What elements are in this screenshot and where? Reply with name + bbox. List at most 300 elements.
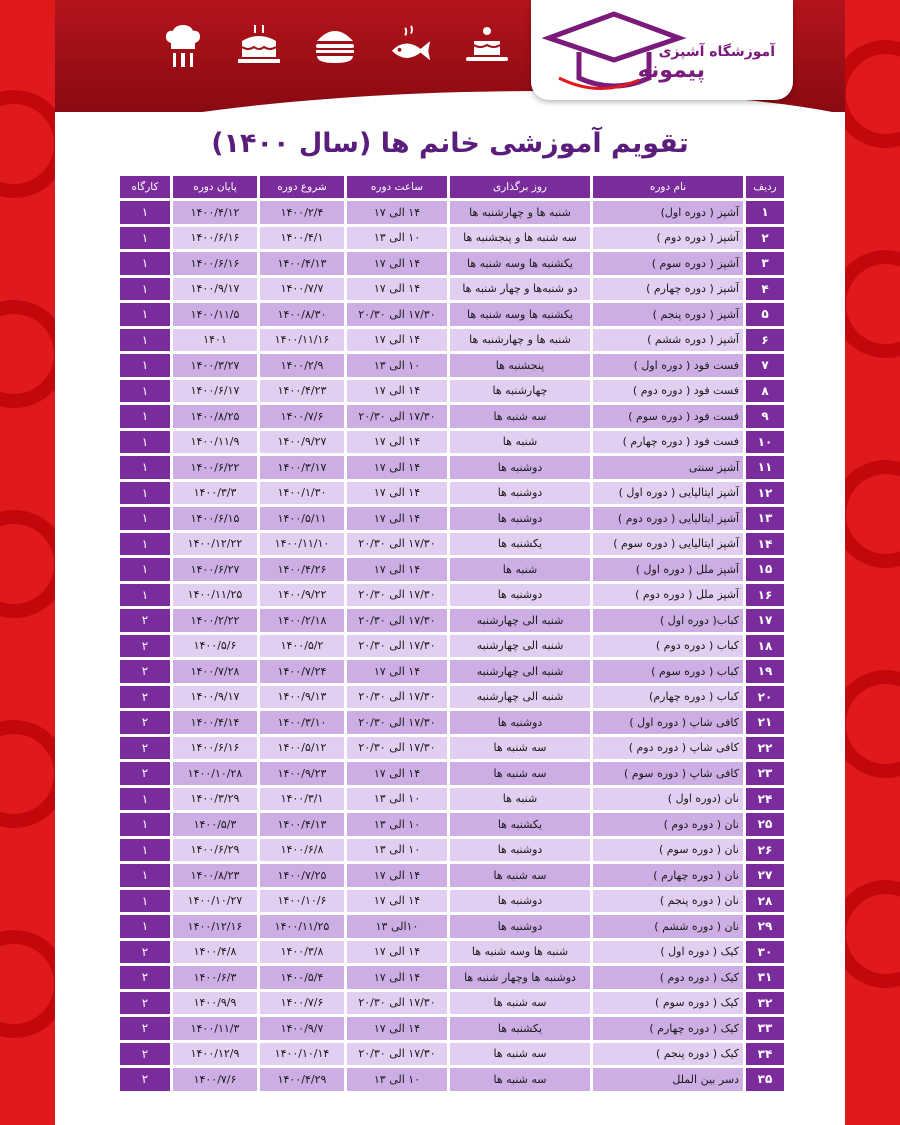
row-number: ۱: [746, 201, 784, 224]
left-decorative-band: [0, 0, 55, 1125]
table-row: [120, 558, 784, 581]
course-workshop: ۱: [120, 890, 170, 913]
course-workshop: ۱: [120, 201, 170, 224]
course-end: ۱۴۰۰/۹/۹: [173, 992, 257, 1015]
table-row: [120, 635, 784, 658]
course-day: دو شنبه‌ها و چهار شنبه ها: [450, 278, 590, 301]
header-end: پایان دوره: [173, 176, 257, 198]
course-hours: ۱۷/۳۰ الی ۲۰/۳۰: [347, 711, 447, 734]
course-hours: ۱۴ الی ۱۷: [347, 456, 447, 479]
row-number: ۶: [746, 329, 784, 352]
row-number: ۱۶: [746, 584, 784, 607]
course-start: ۱۴۰۰/۷/۲۵: [260, 864, 344, 887]
row-number: ۳۱: [746, 966, 784, 989]
course-end: ۱۴۰۰/۵/۳: [173, 813, 257, 836]
course-day: یکشنبه ها: [450, 1017, 590, 1040]
course-hours: ۱۴ الی ۱۷: [347, 864, 447, 887]
course-workshop: ۲: [120, 762, 170, 785]
row-number: ۱۳: [746, 507, 784, 530]
course-end: ۱۴۰۰/۳/۲۹: [173, 788, 257, 811]
course-hours: ۱۷/۳۰ الی ۲۰/۳۰: [347, 1043, 447, 1066]
row-number: ۳: [746, 252, 784, 275]
course-workshop: ۱: [120, 558, 170, 581]
course-end: ۱۴۰۱: [173, 329, 257, 352]
course-start: ۱۴۰۰/۵/۲: [260, 635, 344, 658]
row-number: ۵: [746, 303, 784, 326]
course-workshop: ۱: [120, 278, 170, 301]
course-name: کافی شاپ ( دوره دوم ): [593, 737, 743, 760]
course-name: آشپز ( دوره دوم ): [593, 227, 743, 250]
course-end: ۱۴۰۰/۶/۱۶: [173, 737, 257, 760]
course-start: ۱۴۰۰/۷/۲۴: [260, 660, 344, 683]
course-end: ۱۴۰۰/۶/۲۲: [173, 456, 257, 479]
course-end: ۱۴۰۰/۱۲/۹: [173, 1043, 257, 1066]
table-row: [120, 915, 784, 938]
course-day: شنبه الی چهارشنبه: [450, 660, 590, 683]
course-hours: ۱۴ الی ۱۷: [347, 558, 447, 581]
course-workshop: ۲: [120, 1043, 170, 1066]
table-row: [120, 584, 784, 607]
row-number: ۲۲: [746, 737, 784, 760]
course-start: ۱۴۰۰/۱۱/۱۶: [260, 329, 344, 352]
course-end: ۱۴۰۰/۷/۲۸: [173, 660, 257, 683]
table-row: [120, 329, 784, 352]
row-number: ۳۲: [746, 992, 784, 1015]
table-row: [120, 533, 784, 556]
course-hours: ۱۴ الی ۱۷: [347, 1017, 447, 1040]
header-banner: [55, 0, 845, 112]
course-name: آشپز ملل ( دوره دوم ): [593, 584, 743, 607]
course-end: ۱۴۰۰/۸/۲۵: [173, 405, 257, 428]
course-day: سه شنبه ها: [450, 1043, 590, 1066]
row-number: ۲۶: [746, 839, 784, 862]
course-workshop: ۲: [120, 660, 170, 683]
course-start: ۱۴۰۰/۱/۳۰: [260, 482, 344, 505]
cake-icon: [236, 20, 282, 70]
table-row: [120, 431, 784, 454]
course-workshop: ۱: [120, 584, 170, 607]
course-start: ۱۴۰۰/۴/۱۳: [260, 813, 344, 836]
course-hours: ۱۷/۳۰ الی ۲۰/۳۰: [347, 584, 447, 607]
course-workshop: ۲: [120, 941, 170, 964]
course-hours: ۱۴ الی ۱۷: [347, 482, 447, 505]
table-row: [120, 482, 784, 505]
course-start: ۱۴۰۰/۲/۹: [260, 354, 344, 377]
logo-line2: پیمونه: [637, 58, 705, 83]
course-end: ۱۴۰۰/۸/۲۳: [173, 864, 257, 887]
course-workshop: ۲: [120, 737, 170, 760]
row-number: ۳۴: [746, 1043, 784, 1066]
course-start: ۱۴۰۰/۷/۶: [260, 405, 344, 428]
course-end: ۱۴۰۰/۳/۳: [173, 482, 257, 505]
row-number: ۲: [746, 227, 784, 250]
course-day: دوشنبه ها: [450, 711, 590, 734]
course-start: ۱۴۰۰/۵/۱۲: [260, 737, 344, 760]
table-body: [120, 201, 784, 1091]
course-day: شنبه ها: [450, 558, 590, 581]
course-start: ۱۴۰۰/۹/۲۳: [260, 762, 344, 785]
chef-hat-icon: [160, 20, 206, 70]
table-row: [120, 227, 784, 250]
course-name: کیک ( دوره اول ): [593, 941, 743, 964]
table-row: [120, 1068, 784, 1091]
course-end: ۱۴۰۰/۱۲/۲۲: [173, 533, 257, 556]
course-name: نان ( دوره سوم ): [593, 839, 743, 862]
course-workshop: ۱: [120, 354, 170, 377]
course-hours: ۱۰الی ۱۳: [347, 915, 447, 938]
course-day: شنبه ها وسه شنبه ها: [450, 941, 590, 964]
table-row: [120, 788, 784, 811]
course-name: کیک ( دوره دوم ): [593, 966, 743, 989]
course-hours: ۱۰ الی ۱۳: [347, 839, 447, 862]
header-day: روز برگذاری: [450, 176, 590, 198]
course-day: دوشنبه ها: [450, 584, 590, 607]
row-number: ۱۷: [746, 609, 784, 632]
table-row: [120, 278, 784, 301]
course-name: آشپز ایتالیایی ( دوره سوم ): [593, 533, 743, 556]
course-day: سه شنبه ها: [450, 737, 590, 760]
course-workshop: ۱: [120, 431, 170, 454]
course-start: ۱۴۰۰/۲/۴: [260, 201, 344, 224]
row-number: ۲۰: [746, 686, 784, 709]
course-start: ۱۴۰۰/۹/۷: [260, 1017, 344, 1040]
course-workshop: ۲: [120, 609, 170, 632]
course-hours: ۱۴ الی ۱۷: [347, 890, 447, 913]
course-day: شنبه ها و چهارشنبه ها: [450, 329, 590, 352]
course-name: کباب ( دوره چهارم): [593, 686, 743, 709]
course-name: آشپز ملل ( دوره اول ): [593, 558, 743, 581]
dessert-icon: [464, 20, 510, 70]
course-day: دوشنبه ها وچهار شنبه ها: [450, 966, 590, 989]
course-workshop: ۲: [120, 1068, 170, 1091]
course-hours: ۱۰ الی ۱۳: [347, 354, 447, 377]
table-row: [120, 966, 784, 989]
row-number: ۱۹: [746, 660, 784, 683]
course-start: ۱۴۰۰/۶/۸: [260, 839, 344, 862]
course-name: آشپز ( دوره سوم ): [593, 252, 743, 275]
course-hours: ۱۷/۳۰ الی ۲۰/۳۰: [347, 635, 447, 658]
course-name: آشپز ایتالیایی ( دوره اول ): [593, 482, 743, 505]
course-name: فست فود ( دوره سوم ): [593, 405, 743, 428]
course-start: ۱۴۰۰/۸/۳۰: [260, 303, 344, 326]
course-end: ۱۴۰۰/۶/۲۷: [173, 558, 257, 581]
course-hours: ۱۷/۳۰ الی ۲۰/۳۰: [347, 737, 447, 760]
course-end: ۱۴۰۰/۶/۱۶: [173, 252, 257, 275]
course-end: ۱۴۰۰/۹/۱۷: [173, 278, 257, 301]
table-row: [120, 1043, 784, 1066]
course-start: ۱۴۰۰/۷/۷: [260, 278, 344, 301]
course-end: ۱۴۰۰/۶/۱۷: [173, 380, 257, 403]
course-end: ۱۴۰۰/۴/۸: [173, 941, 257, 964]
table-row: [120, 890, 784, 913]
table-row: [120, 992, 784, 1015]
course-hours: ۱۴ الی ۱۷: [347, 507, 447, 530]
course-name: کیک ( دوره سوم ): [593, 992, 743, 1015]
row-number: ۳۵: [746, 1068, 784, 1091]
course-hours: ۱۴ الی ۱۷: [347, 660, 447, 683]
course-name: آشپز ( دوره پنجم ): [593, 303, 743, 326]
course-name: نان ( دوره پنجم ): [593, 890, 743, 913]
course-hours: ۱۴ الی ۱۷: [347, 252, 447, 275]
course-end: ۱۴۰۰/۳/۲۷: [173, 354, 257, 377]
course-day: یکشنبه ها وسه شنبه ها: [450, 303, 590, 326]
course-workshop: ۲: [120, 992, 170, 1015]
row-number: ۱۲: [746, 482, 784, 505]
fish-icon: [388, 20, 434, 70]
row-number: ۱۸: [746, 635, 784, 658]
course-hours: ۱۰ الی ۱۳: [347, 1068, 447, 1091]
course-day: شنبه الی چهارشنبه: [450, 686, 590, 709]
course-workshop: ۱: [120, 813, 170, 836]
schedule-table: [117, 173, 787, 1094]
course-end: ۱۴۰۰/۷/۶: [173, 1068, 257, 1091]
right-decorative-band: [845, 0, 900, 1125]
course-workshop: ۱: [120, 482, 170, 505]
course-end: ۱۴۰۰/۱۱/۹: [173, 431, 257, 454]
course-name: کباب( دوره اول ): [593, 609, 743, 632]
burger-icon: [312, 20, 358, 70]
course-end: ۱۴۰۰/۲/۲۲: [173, 609, 257, 632]
course-end: ۱۴۰۰/۱۰/۲۸: [173, 762, 257, 785]
course-start: ۱۴۰۰/۴/۱: [260, 227, 344, 250]
table-row: [120, 380, 784, 403]
course-hours: ۱۰ الی ۱۳: [347, 813, 447, 836]
row-number: ۱۱: [746, 456, 784, 479]
course-workshop: ۲: [120, 711, 170, 734]
table-row: [120, 405, 784, 428]
logo-line1: آموزشگاه آشپزی: [658, 44, 775, 60]
course-end: ۱۴۰۰/۴/۱۴: [173, 711, 257, 734]
course-hours: ۱۷/۳۰ الی ۲۰/۳۰: [347, 609, 447, 632]
course-day: شنبه الی چهارشنبه: [450, 609, 590, 632]
course-day: سه شنبه ها: [450, 762, 590, 785]
course-name: آشپز ایتالیایی ( دوره دوم ): [593, 507, 743, 530]
course-hours: ۱۴ الی ۱۷: [347, 762, 447, 785]
course-day: دوشنبه ها: [450, 839, 590, 862]
table-row: [120, 839, 784, 862]
course-day: شنبه ها: [450, 788, 590, 811]
course-day: دوشنبه ها: [450, 482, 590, 505]
table-row: [120, 941, 784, 964]
course-name: فست فود ( دوره چهارم ): [593, 431, 743, 454]
course-start: ۱۴۰۰/۱۰/۶: [260, 890, 344, 913]
row-number: ۹: [746, 405, 784, 428]
row-number: ۲۸: [746, 890, 784, 913]
page-title: تقویم آموزشی خانم ها (سال ۱۴۰۰): [211, 128, 689, 159]
course-day: دوشنبه ها: [450, 456, 590, 479]
school-logo: [531, 0, 793, 100]
course-start: ۱۴۰۰/۷/۶: [260, 992, 344, 1015]
row-number: ۱۴: [746, 533, 784, 556]
course-end: ۱۴۰۰/۶/۱۵: [173, 507, 257, 530]
course-start: ۱۴۰۰/۵/۴: [260, 966, 344, 989]
table-row: [120, 762, 784, 785]
course-end: ۱۴۰۰/۶/۲۹: [173, 839, 257, 862]
table-header-row: [120, 176, 784, 198]
header-row-number: ردیف: [746, 176, 784, 198]
course-hours: ۱۴ الی ۱۷: [347, 329, 447, 352]
course-hours: ۱۷/۳۰ الی ۲۰/۳۰: [347, 533, 447, 556]
row-number: ۲۴: [746, 788, 784, 811]
course-day: سه شنبه ها و پنجشنبه ها: [450, 227, 590, 250]
course-start: ۱۴۰۰/۹/۲۷: [260, 431, 344, 454]
table-row: [120, 660, 784, 683]
course-workshop: ۱: [120, 405, 170, 428]
course-start: ۱۴۰۰/۹/۱۳: [260, 686, 344, 709]
course-workshop: ۱: [120, 533, 170, 556]
course-name: کباب ( دوره دوم ): [593, 635, 743, 658]
course-workshop: ۱: [120, 788, 170, 811]
schedule-table-panel: [117, 173, 786, 1098]
course-hours: ۱۷/۳۰ الی ۲۰/۳۰: [347, 992, 447, 1015]
row-number: ۲۵: [746, 813, 784, 836]
course-day: سه شنبه ها: [450, 992, 590, 1015]
course-start: ۱۴۰۰/۴/۲۹: [260, 1068, 344, 1091]
course-start: ۱۴۰۰/۱۰/۱۴: [260, 1043, 344, 1066]
course-end: ۱۴۰۰/۱۱/۳: [173, 1017, 257, 1040]
course-hours: ۱۴ الی ۱۷: [347, 380, 447, 403]
course-end: ۱۴۰۰/۹/۱۷: [173, 686, 257, 709]
course-name: نان ( دوره چهارم ): [593, 864, 743, 887]
course-start: ۱۴۰۰/۱۱/۱۰: [260, 533, 344, 556]
course-day: چهارشنبه ها: [450, 380, 590, 403]
course-name: کباب ( دوره سوم ): [593, 660, 743, 683]
table-row: [120, 201, 784, 224]
course-start: ۱۴۰۰/۴/۱۳: [260, 252, 344, 275]
table-row: [120, 609, 784, 632]
course-workshop: ۲: [120, 635, 170, 658]
course-start: ۱۴۰۰/۳/۱۷: [260, 456, 344, 479]
row-number: ۴: [746, 278, 784, 301]
course-day: دوشنبه ها: [450, 915, 590, 938]
row-number: ۲۷: [746, 864, 784, 887]
table-row: [120, 737, 784, 760]
course-hours: ۱۷/۳۰ الی ۲۰/۳۰: [347, 303, 447, 326]
course-hours: ۱۴ الی ۱۷: [347, 431, 447, 454]
course-end: ۱۴۰۰/۱۱/۵: [173, 303, 257, 326]
course-name: نان ( دوره دوم ): [593, 813, 743, 836]
course-workshop: ۱: [120, 380, 170, 403]
row-number: ۱۰: [746, 431, 784, 454]
course-end: ۱۴۰۰/۴/۱۲: [173, 201, 257, 224]
table-row: [120, 711, 784, 734]
course-day: شنبه ها: [450, 431, 590, 454]
header-course-name: نام دوره: [593, 176, 743, 198]
course-hours: ۱۴ الی ۱۷: [347, 201, 447, 224]
header-workshop: کارگاه: [120, 176, 170, 198]
row-number: ۱۵: [746, 558, 784, 581]
course-workshop: ۱: [120, 456, 170, 479]
course-name: کافی شاپ ( دوره سوم ): [593, 762, 743, 785]
course-name: نان (دوره اول ): [593, 788, 743, 811]
course-end: ۱۴۰۰/۶/۱۶: [173, 227, 257, 250]
course-hours: ۱۴ الی ۱۷: [347, 966, 447, 989]
course-workshop: ۱: [120, 507, 170, 530]
course-start: ۱۴۰۰/۲/۱۸: [260, 609, 344, 632]
course-name: کیک ( دوره چهارم ): [593, 1017, 743, 1040]
table-row: [120, 303, 784, 326]
course-hours: ۱۷/۳۰ الی ۲۰/۳۰: [347, 686, 447, 709]
course-day: یکشنبه ها وسه شنبه ها: [450, 252, 590, 275]
course-name: آشپز ( دوره چهارم ): [593, 278, 743, 301]
course-name: آشپز ( دوره اول): [593, 201, 743, 224]
course-workshop: ۱: [120, 252, 170, 275]
table-row: [120, 354, 784, 377]
course-day: یکشنبه ها: [450, 533, 590, 556]
table-row: [120, 456, 784, 479]
row-number: ۸: [746, 380, 784, 403]
course-name: فست فود ( دوره اول ): [593, 354, 743, 377]
row-number: ۷: [746, 354, 784, 377]
course-name: آشپز ( دوره ششم ): [593, 329, 743, 352]
course-name: فست فود ( دوره دوم ): [593, 380, 743, 403]
course-hours: ۱۷/۳۰ الی ۲۰/۳۰: [347, 405, 447, 428]
header-start: شروع دوره: [260, 176, 344, 198]
table-row: [120, 507, 784, 530]
table-row: [120, 864, 784, 887]
course-workshop: ۲: [120, 686, 170, 709]
course-day: سه شنبه ها: [450, 1068, 590, 1091]
course-workshop: ۱: [120, 864, 170, 887]
course-name: نان ( دوره ششم ): [593, 915, 743, 938]
course-day: دوشنبه ها: [450, 507, 590, 530]
table-row: [120, 252, 784, 275]
course-end: ۱۴۰۰/۱۲/۱۶: [173, 915, 257, 938]
course-workshop: ۱: [120, 227, 170, 250]
course-start: ۱۴۰۰/۴/۲۳: [260, 380, 344, 403]
row-number: ۲۳: [746, 762, 784, 785]
row-number: ۳۳: [746, 1017, 784, 1040]
course-name: دسر بین الملل: [593, 1068, 743, 1091]
table-row: [120, 813, 784, 836]
course-day: سه شنبه ها: [450, 405, 590, 428]
course-end: ۱۴۰۰/۵/۶: [173, 635, 257, 658]
course-start: ۱۴۰۰/۳/۸: [260, 941, 344, 964]
course-start: ۱۴۰۰/۴/۲۶: [260, 558, 344, 581]
course-day: یکشنبه ها: [450, 813, 590, 836]
course-end: ۱۴۰۰/۶/۳: [173, 966, 257, 989]
row-number: ۲۹: [746, 915, 784, 938]
course-workshop: ۱: [120, 915, 170, 938]
row-number: ۲۱: [746, 711, 784, 734]
course-name: کیک ( دوره پنجم ): [593, 1043, 743, 1066]
row-number: ۳۰: [746, 941, 784, 964]
course-hours: ۱۰ الی ۱۳: [347, 227, 447, 250]
course-name: آشپز سنتی: [593, 456, 743, 479]
course-workshop: ۱: [120, 303, 170, 326]
course-workshop: ۲: [120, 1017, 170, 1040]
course-start: ۱۴۰۰/۱۱/۲۵: [260, 915, 344, 938]
course-start: ۱۴۰۰/۳/۱۰: [260, 711, 344, 734]
food-icons-row: [160, 20, 586, 70]
course-start: ۱۴۰۰/۵/۱۱: [260, 507, 344, 530]
course-day: پنجشنبه ها: [450, 354, 590, 377]
course-day: شنبه ها و چهارشنبه ها: [450, 201, 590, 224]
course-day: دوشنبه ها: [450, 890, 590, 913]
course-workshop: ۱: [120, 329, 170, 352]
table-row: [120, 1017, 784, 1040]
course-workshop: ۲: [120, 966, 170, 989]
course-start: ۱۴۰۰/۹/۲۲: [260, 584, 344, 607]
course-end: ۱۴۰۰/۱۱/۲۵: [173, 584, 257, 607]
course-end: ۱۴۰۰/۱۰/۲۷: [173, 890, 257, 913]
course-hours: ۱۰ الی ۱۳: [347, 788, 447, 811]
table-row: [120, 686, 784, 709]
course-day: شنبه الی چهارشنبه: [450, 635, 590, 658]
course-workshop: ۱: [120, 839, 170, 862]
course-hours: ۱۴ الی ۱۷: [347, 278, 447, 301]
course-day: سه شنبه ها: [450, 864, 590, 887]
